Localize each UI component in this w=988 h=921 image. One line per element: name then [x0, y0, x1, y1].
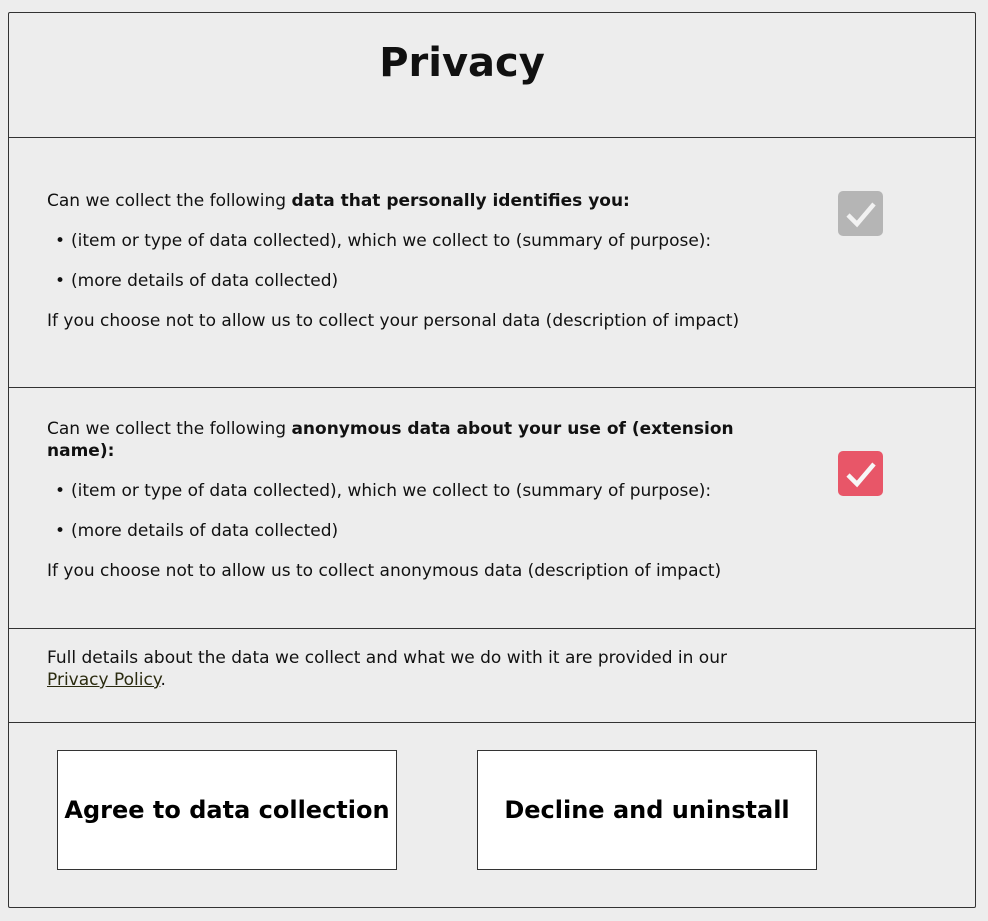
- privacy-policy-link[interactable]: Privacy Policy: [47, 670, 161, 690]
- list-item: • (item or type of data collected), which we collect to (summary of purpose):: [71, 230, 792, 252]
- divider: [8, 387, 976, 388]
- page-title: Privacy: [379, 40, 545, 86]
- divider: [8, 722, 976, 723]
- personal-data-checkbox[interactable]: [838, 191, 883, 236]
- policy-note: Full details about the data we collect and what we do with it are provided in our Privacy Policy.: [47, 648, 727, 690]
- anonymous-data-section: [47, 418, 792, 582]
- divider: [8, 137, 976, 138]
- divider: [8, 628, 976, 629]
- check-icon: [845, 460, 877, 488]
- list-item: • (item or type of data collected), which we collect to (summary of purpose):: [71, 480, 792, 502]
- personal-data-section: [47, 190, 792, 332]
- anonymous-data-checkbox[interactable]: [838, 451, 883, 496]
- list-item: • (more details of data collected): [71, 270, 792, 292]
- list-item: • (more details of data collected): [71, 520, 792, 542]
- decline-button[interactable]: Decline and uninstall: [477, 750, 817, 870]
- personal-data-impact: If you choose not to allow us to collect your personal data (description of impact): [47, 311, 740, 331]
- anonymous-data-question: Can we collect the following anonymous data about your use of (extension name):: [47, 419, 734, 461]
- check-icon: [845, 200, 877, 228]
- anonymous-data-impact: If you choose not to allow us to collect anonymous data (description of impact): [47, 561, 722, 581]
- agree-button[interactable]: Agree to data collection: [57, 750, 397, 870]
- personal-data-question: Can we collect the following data that personally identifies you:: [47, 191, 630, 211]
